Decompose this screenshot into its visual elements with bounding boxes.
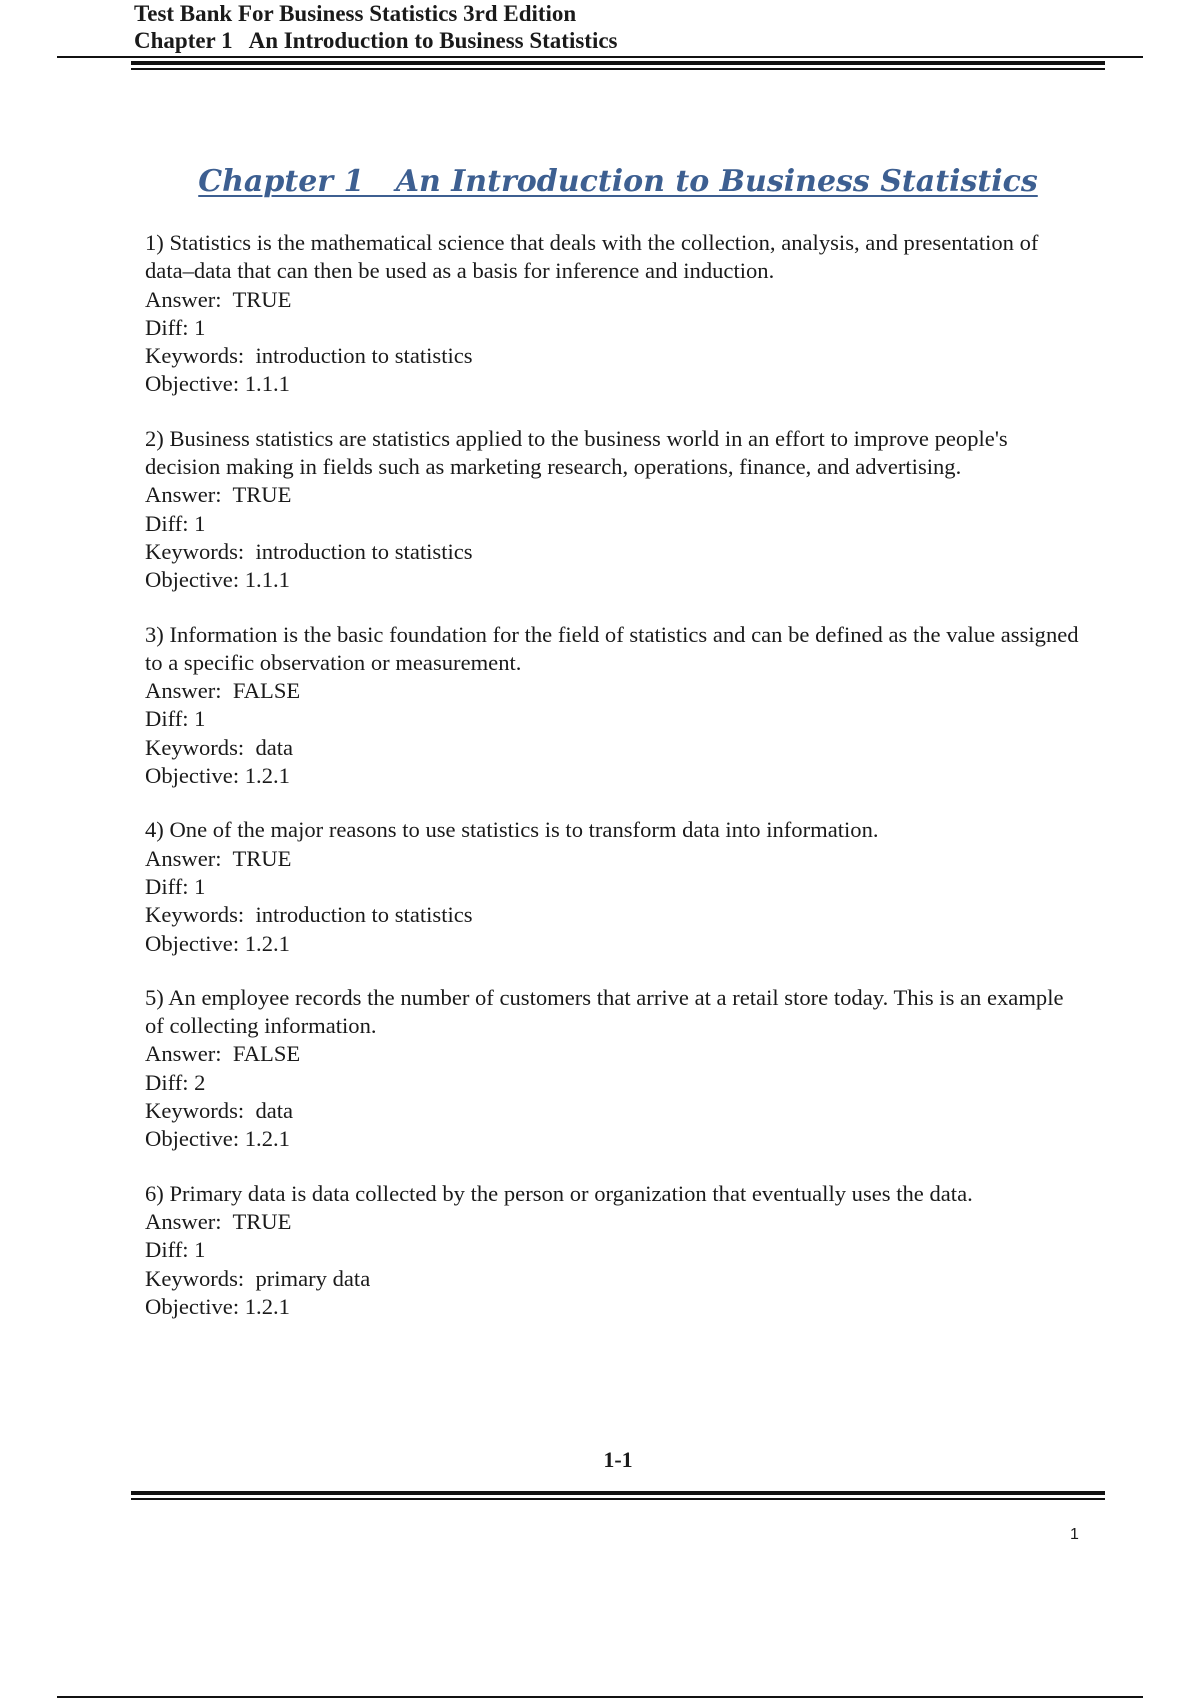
page-bottom-rule bbox=[57, 1696, 1143, 1698]
question-text: 2) Business statistics are statistics applied to the business world in an effort to improve people's decision making in fields such as marketing research, operations, finance, and advertising. bbox=[145, 425, 1008, 480]
question-answer: Answer: FALSE bbox=[145, 1041, 301, 1067]
question-list bbox=[145, 229, 1085, 1347]
question-answer: Answer: TRUE bbox=[145, 845, 292, 871]
question-difficulty: Diff: 1 bbox=[145, 314, 206, 340]
question-text: 4) One of the major reasons to use statistics is to transform data into information. bbox=[145, 817, 879, 843]
question-difficulty: Diff: 1 bbox=[145, 706, 206, 732]
question-item bbox=[145, 425, 1085, 595]
question-text: 1) Statistics is the mathematical science that deals with the collection, analysis, and presentation of data–data that can then be used as a basis for inference and induction. bbox=[145, 230, 1039, 284]
question-answer: Answer: TRUE bbox=[145, 482, 292, 508]
question-objective: Objective: 1.1.1 bbox=[145, 371, 290, 397]
question-answer: Answer: FALSE bbox=[145, 678, 301, 704]
question-keywords: Keywords: introduction to statistics bbox=[145, 343, 473, 369]
question-difficulty: Diff: 1 bbox=[145, 1237, 206, 1263]
footer-double-rule bbox=[131, 1491, 1105, 1501]
question-keywords: Keywords: introduction to statistics bbox=[145, 902, 473, 928]
question-answer: Answer: TRUE bbox=[145, 1208, 292, 1234]
question-item bbox=[145, 621, 1085, 791]
header-double-rule bbox=[131, 61, 1105, 71]
question-objective: Objective: 1.2.1 bbox=[145, 1126, 290, 1152]
question-difficulty: Diff: 2 bbox=[145, 1069, 206, 1095]
question-objective: Objective: 1.2.1 bbox=[145, 1293, 290, 1319]
question-item bbox=[145, 1180, 1085, 1321]
question-objective: Objective: 1.1.1 bbox=[145, 567, 290, 593]
page-label: 1-1 bbox=[603, 1447, 633, 1472]
question-objective: Objective: 1.2.1 bbox=[145, 763, 290, 789]
running-header bbox=[134, 0, 1094, 54]
question-item bbox=[145, 816, 1085, 957]
question-keywords: Keywords: data bbox=[145, 734, 294, 760]
question-objective: Objective: 1.2.1 bbox=[145, 930, 290, 956]
question-keywords: Keywords: introduction to statistics bbox=[145, 538, 473, 564]
header-rule bbox=[57, 56, 1143, 58]
question-difficulty: Diff: 1 bbox=[145, 873, 206, 899]
chapter-title: Chapter 1 An Introduction to Business Statistics bbox=[198, 164, 1038, 199]
header-book-title: Test Bank For Business Statistics 3rd Edition bbox=[134, 1, 577, 26]
question-item bbox=[145, 984, 1085, 1154]
question-keywords: Keywords: data bbox=[145, 1098, 294, 1124]
question-text: 5) An employee records the number of customers that arrive at a retail store today. This is an example of collecting information. bbox=[145, 984, 1064, 1039]
question-difficulty: Diff: 1 bbox=[145, 510, 206, 536]
page-number: 1 bbox=[1070, 1526, 1079, 1543]
question-answer: Answer: TRUE bbox=[145, 286, 292, 312]
question-keywords: Keywords: primary data bbox=[145, 1265, 371, 1291]
header-chapter-title: Chapter 1 An Introduction to Business Statistics bbox=[134, 28, 618, 53]
question-item bbox=[145, 229, 1085, 399]
question-text: 6) Primary data is data collected by the person or organization that eventually uses the data. bbox=[145, 1180, 973, 1206]
question-text: 3) Information is the basic foundation for the field of statistics and can be defined as the value assigned to a specific observation or measurement. bbox=[145, 621, 1079, 675]
